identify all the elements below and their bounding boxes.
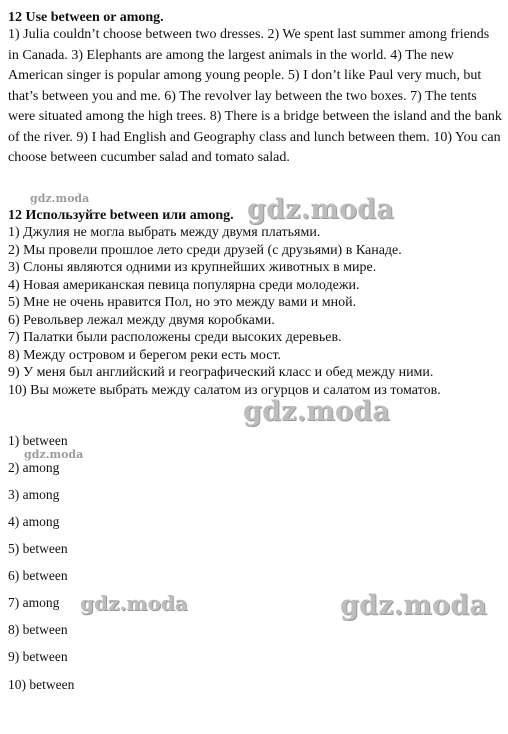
russian-line-1: 1) Джулия не могла выбрать между двумя платьями.: [8, 225, 321, 240]
answer-3: 3) among: [8, 487, 60, 502]
watermark-small-1: gdz.moda: [30, 192, 90, 205]
answer-8: 8) between: [8, 622, 68, 637]
answer-9: 9) between: [8, 649, 68, 664]
answer-10: 10) between: [8, 677, 75, 692]
english-task-text: 1) Julia couldn’t choose between two dresses. 2) We spent last summer among friends in Canada. 3) Elephants are among the largest animals in the world. 4) The new American singer is popular among young people. 5) I don’t like Paul very much, but that’s between you and me. 6) The revolver lay between the two boxes. 7) The tents were situated among the high trees. 8) There is a bridge between the island and the bank of the river. 9) I had English and Geography class and lunch between them. 10) You can choose between cucumber salad and tomato salad.: [8, 27, 502, 165]
answer-2: 2) among: [8, 460, 60, 475]
english-task-heading: 12 Use between or among.: [8, 10, 164, 25]
russian-task-heading: 12 Используйте between или among.: [8, 208, 234, 223]
russian-line-7: 7) Палатки были расположены среди высоких деревьев.: [8, 330, 342, 345]
russian-line-6: 6) Револьвер лежал между двумя коробками.: [8, 312, 275, 328]
russian-line-8: 8) Между островом и берегом реки есть мост.: [8, 347, 282, 363]
russian-line-10: 10) Вы можете выбрать между салатом из огурцов и салатом из томатов.: [8, 382, 441, 398]
answer-6: 6) between: [8, 568, 68, 583]
watermark-large-1: gdz.moda: [247, 194, 395, 225]
russian-line-5: 5) Мне не очень нравится Пол, но это между вами и мной.: [8, 295, 357, 310]
russian-line-3: 3) Слоны являются одними из крупнейших животных в мире.: [8, 260, 377, 275]
russian-line-9: 9) У меня был английский и географический класс и обед между ними.: [8, 365, 434, 380]
answer-5: 5) between: [8, 541, 68, 556]
watermark-large-2: gdz.moda: [243, 396, 391, 427]
answer-4: 4) among: [8, 514, 60, 529]
russian-line-2: 2) Мы провели прошлое лето среди друзей (с друзьями) в Канаде.: [8, 242, 402, 258]
answer-7: 7) among: [8, 595, 60, 610]
russian-line-4: 4) Новая американская певица популярна среди молодежи.: [8, 277, 360, 293]
watermark-small-2: gdz.moda: [24, 448, 84, 461]
watermark-large-3: gdz.moda: [340, 590, 488, 621]
watermark-medium: gdz.moda: [80, 591, 188, 615]
answer-1: 1) between: [8, 433, 68, 448]
